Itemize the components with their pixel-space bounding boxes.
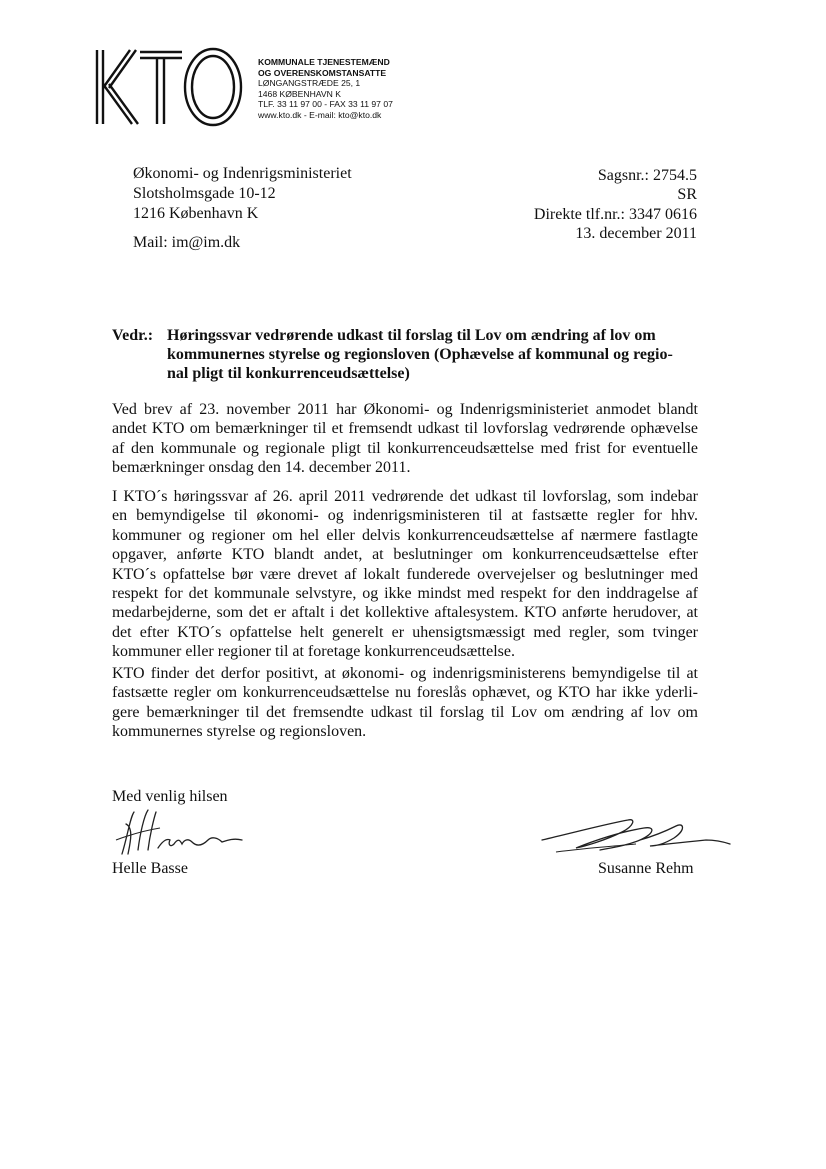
paragraph-line: medarbejderne, som det er aftalt i det kollektive aftalesystem. KTO anførte herudover, at	[112, 604, 698, 622]
reference-block	[534, 166, 697, 244]
paragraph-line: opgaver, anførte KTO blandt andet, at beslutninger om konkurrenceudsættelse efter	[112, 546, 698, 564]
paragraph-line: kommuner og regioner om hel eller delvis konkurrenceudsættelse af nærmere fastlagte	[112, 526, 698, 544]
paragraph-line: af den kommunale og regionale pligt til konkurrenceudsættelse med frist for eventuelle	[112, 439, 698, 457]
recipient-line: 1216 København K	[133, 205, 259, 222]
letter-date: 13. december 2011	[575, 225, 697, 243]
body-paragraph-1	[112, 400, 698, 478]
paragraph-line: KTO finder det derfor positivt, at økonomi- og indenrigsministerens bemyndigelse til at	[112, 665, 698, 682]
org-street: LØNGANGSTRÆDE 25, 1	[258, 78, 361, 89]
paragraph-line: I KTO´s høringssvar af 26. april 2011 vedrørende det udkast til lovforslag, som indebar	[112, 488, 698, 505]
org-city: 1468 KØBENHAVN K	[258, 88, 341, 99]
subject-line: Høringssvar vedrørende udkast til forslag til Lov om ændring af lov om	[167, 327, 656, 344]
organization-info	[258, 57, 393, 121]
org-name-line-1: KOMMUNALE TJENESTEMÆND	[258, 57, 390, 67]
body-paragraph-3	[112, 664, 698, 742]
subject-line: nal pligt til konkurrenceudsættelse)	[167, 365, 410, 382]
initials: SR	[677, 186, 697, 204]
direct-phone: Direkte tlf.nr.: 3347 0616	[533, 205, 697, 223]
recipient-line: Økonomi- og Indenrigsministeriet	[133, 165, 352, 182]
paragraph-line: respekt for det kommunale selvstyre, og ikke mindst med respekt for den inddragelse af	[112, 585, 698, 603]
paragraph-line: det efter KTO´s opfattelse helt generelt er uhensigtsmæssigt med regler, som tvinger	[112, 623, 698, 641]
subject-heading	[167, 326, 673, 383]
signatory-name-1: Helle Basse	[112, 860, 188, 877]
paragraph-line: fastsætte regler om konkurrenceudsættelse nu foreslås ophævet, og KTO har ikke yderli-	[112, 684, 698, 702]
paragraph-line: bemærkninger onsdag den 14. december 2011.	[112, 459, 411, 477]
signature-susanne-rehm	[536, 810, 734, 860]
org-phone-fax: TLF. 33 11 97 00 - FAX 33 11 97 07	[258, 99, 393, 110]
signature-helle-basse	[108, 804, 248, 864]
paragraph-line: Ved brev af 23. november 2011 har Økonomi- og Indenrigsministeriet anmodet blandt	[112, 401, 698, 418]
paragraph-line: gere bemærkninger til det fremsendte udkast til forslag til Lov om ændring af lov om	[112, 703, 698, 721]
subject-line: kommunernes styrelse og regionsloven (Ophævelse af kommunal og regio-	[167, 346, 673, 363]
recipient-line: Slotsholmsgade 10-12	[133, 185, 276, 202]
paragraph-line: andet KTO om bemærkninger til et fremsendt udkast til lovforslag vedrørende ophævelse	[112, 420, 698, 438]
paragraph-line: kommuner eller regioner til at foretage konkurrenceudsættelse.	[112, 643, 515, 661]
org-name-line-2: OG OVERENSKOMSTANSATTE	[258, 67, 387, 78]
subject-label: Vedr.:	[112, 327, 154, 344]
paragraph-line: kommunernes styrelse og regionsloven.	[112, 723, 367, 741]
recipient-address	[133, 164, 352, 224]
signatory-name-2: Susanne Rehm	[598, 860, 694, 877]
paragraph-line: en bemyndigelse til økonomi- og indenrigsministeren til at fastsætte regler for hhv.	[112, 507, 698, 525]
paragraph-line: KTO´s opfattelse bør være drevet af lokalt funderede overvejelser og beslutninger med	[112, 565, 698, 583]
kto-logo	[94, 44, 246, 130]
org-web-email: www.kto.dk - E-mail: kto@kto.dk	[258, 109, 382, 120]
recipient-mail: Mail: im@im.dk	[133, 234, 241, 251]
body-paragraph-2	[112, 487, 698, 662]
case-number: Sagsnr.: 2754.5	[597, 167, 697, 184]
closing-greeting: Med venlig hilsen	[112, 788, 228, 805]
